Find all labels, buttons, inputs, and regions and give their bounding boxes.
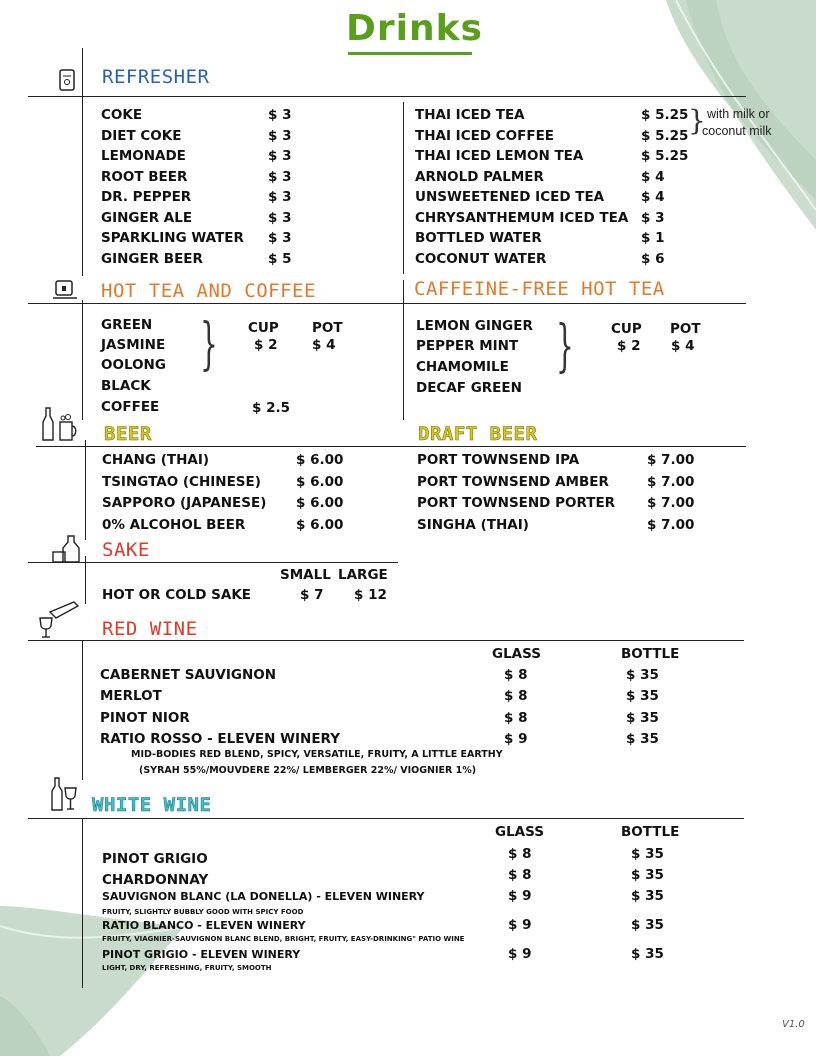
coffee-price: $ 2.5 [252,400,291,416]
white-wine-bottle-price: $ 35 [631,888,664,904]
draft-beer-price: $ 7.00 [647,452,695,468]
sake-large-label: LARGE [338,567,388,583]
white-wine-description: LIGHT, DRY, REFRESHING, FRUITY, SMOOTH [102,964,272,972]
tea-item: CHAMOMILE [416,359,509,375]
title-underline [348,52,472,55]
red-wine-bottle-label: BOTTLE [621,646,680,662]
left-vertical-rule [82,48,83,276]
beer-name: 0% ALCOHOL BEER [102,516,246,533]
red-wine-glass-price: $ 8 [504,667,528,683]
white-wine-bottle-label: BOTTLE [621,824,680,840]
white-wine-name: PINOT GRIGIO [102,851,208,867]
red-wine-bottle-price: $ 35 [626,667,659,683]
left-vertical-rule-3 [85,440,86,540]
beer-name: CHANG (THAI) [102,452,210,468]
menu-item-price: $ 3 [268,127,292,144]
hot-tea-rule [28,303,746,304]
menu-item-name: ARNOLD PALMER [415,168,544,185]
red-wine-name: PINOT NIOR [100,709,190,726]
beer-name: TSINGTAO (CHINESE) [102,473,261,490]
white-wine-name: CHARDONNAY [102,872,209,888]
white-wine-glass-price: $ 9 [508,946,532,962]
hot-tea-pot-price: $ 4 [312,337,336,353]
draft-beer-name: PORT TOWNSEND IPA [417,452,580,468]
draft-beer-name: SINGHA (THAI) [417,516,529,533]
milk-note-line1: with milk or [707,107,770,121]
teapot-icon [52,278,78,300]
menu-item-name: DIET COKE [101,127,182,144]
left-vertical-rule-4 [85,556,86,604]
center-vertical-rule [403,102,404,274]
menu-item-price: $ 3 [641,209,665,226]
wine-bottle-icon [50,776,78,812]
white-wine-bottle-price: $ 35 [631,946,664,962]
draft-beer-name: PORT TOWNSEND PORTER [417,495,616,511]
draft-beer-price: $ 7.00 [647,495,695,511]
caffeine-free-brace: } [556,314,574,379]
sake-item-name: HOT OR COLD SAKE [102,587,252,603]
menu-item-name: BOTTLED WATER [415,230,542,246]
tea-item: PEPPER MINT [416,338,519,354]
menu-item-name: THAI ICED LEMON TEA [415,148,584,164]
white-wine-name: SAUVIGNON BLANC (LA DONELLA) - ELEVEN WINERY [102,890,425,903]
tea-item: DECAF GREEN [416,380,522,396]
wine-pour-icon [36,600,82,640]
red-wine-name: MERLOT [100,688,162,705]
red-wine-rule [28,640,744,641]
menu-item-price: $ 1 [641,230,665,246]
white-wine-glass-price: $ 9 [508,917,532,933]
white-wine-glass-label: GLASS [495,824,544,840]
sake-small-label: SMALL [280,567,331,583]
red-wine-glass-price: $ 8 [504,709,528,726]
white-wine-glass-price: $ 8 [508,867,532,883]
menu-item-price: $ 5.25 [641,127,689,144]
hot-tea-heading: HOT TEA AND COFFEE [101,280,316,302]
white-wine-name: RATIO BLANCO - ELEVEN WINERY [102,919,306,932]
red-wine-bottle-price: $ 35 [626,730,659,747]
red-wine-glass-price: $ 8 [504,688,528,705]
menu-item-price: $ 3 [268,209,292,226]
red-wine-bottle-price: $ 35 [626,688,659,705]
tea-item: LEMON GINGER [416,318,533,334]
menu-item-name: CHRYSANTHEMUM ICED TEA [415,209,629,226]
menu-item-price: $ 3 [268,148,292,164]
red-wine-name: CABERNET SAUVIGNON [100,667,277,683]
page-title: Drinks [346,8,483,49]
milk-note-line2: coconut milk [702,124,772,138]
draft-beer-price: $ 7.00 [647,473,695,490]
red-wine-heading: RED WINE [102,618,198,640]
menu-item-price: $ 3 [268,230,292,246]
white-wine-description: FRUITY, VIAGNIER-SAUVIGNON BLANC BLEND, BRIGHT, FRUITY, EASY-DRINKING" PATIO WINE [102,935,465,943]
hot-tea-pot-label: POT [312,320,343,336]
beer-heading: BEER [104,423,152,445]
beer-price: $ 6.00 [296,516,344,533]
menu-item-name: UNSWEETENED ICED TEA [415,189,605,205]
hot-tea-cup-price: $ 2 [254,337,278,353]
left-vertical-rule-5 [82,640,83,780]
cup-icon [58,68,76,92]
beer-price: $ 6.00 [296,452,344,468]
refresher-heading: REFRESHER [102,66,210,88]
menu-item-name: SPARKLING WATER [101,230,244,246]
sake-icon [50,534,84,564]
white-wine-bottle-price: $ 35 [631,846,664,862]
note-brace: } [688,104,706,137]
tea-item: GREEN [101,317,153,333]
white-wine-bottle-price: $ 35 [631,867,664,883]
menu-item-name: GINGER ALE [101,209,193,226]
caffeine-pot-price: $ 4 [671,338,695,354]
red-wine-glass-label: GLASS [492,646,541,662]
sake-large-price: $ 12 [354,587,387,603]
tea-item: COFFEE [101,399,160,415]
beer-name: SAPPORO (JAPANESE) [102,495,267,511]
center-vertical-rule-2 [403,280,404,420]
menu-item-price: $ 5 [268,250,292,267]
menu-item-name: GINGER BEER [101,250,203,267]
white-wine-rule [28,818,744,819]
white-wine-name: PINOT GRIGIO - ELEVEN WINERY [102,948,301,961]
beer-bottles-icon [38,406,78,442]
menu-item-name: ROOT BEER [101,168,188,185]
white-wine-description: FRUITY, SLIGHTLY BUBBLY GOOD WITH SPICY FOOD [102,908,304,916]
red-wine-glass-price: $ 9 [504,730,528,747]
menu-item-price: $ 5.25 [641,148,689,164]
menu-item-price: $ 3 [268,168,292,185]
draft-beer-heading: DRAFT BEER [418,423,538,445]
sake-rule [28,562,398,563]
beer-price: $ 6.00 [296,495,344,511]
tea-item: JASMINE [101,337,166,353]
tea-item: BLACK [101,378,151,394]
menu-item-price: $ 4 [641,189,665,205]
menu-item-name: COKE [101,107,143,123]
beer-rule [36,446,746,447]
beer-price: $ 6.00 [296,473,344,490]
menu-item-name: THAI ICED COFFEE [415,127,555,144]
caffeine-pot-label: POT [670,321,701,337]
hot-tea-cup-label: CUP [248,320,279,336]
refresher-rule [28,96,746,97]
menu-item-price: $ 3 [268,107,292,123]
caffeine-free-heading: CAFFEINE-FREE HOT TEA [414,278,665,300]
draft-beer-name: PORT TOWNSEND AMBER [417,473,609,490]
menu-item-price: $ 5.25 [641,107,689,123]
menu-item-price: $ 6 [641,250,665,267]
sake-heading: SAKE [102,539,150,561]
red-wine-desc-1: MID-BODIES RED BLEND, SPICY, VERSATILE, FRUITY, A LITTLE EARTHY [131,749,503,760]
menu-item-name: LEMONADE [101,148,186,164]
version-label: V1.0 [782,1019,805,1030]
red-wine-bottle-price: $ 35 [626,709,659,726]
white-wine-heading: WHITE WINE [92,794,212,816]
white-wine-glass-price: $ 9 [508,888,532,904]
menu-item-name: COCONUT WATER [415,250,547,267]
red-wine-desc-2: (SYRAH 55%/MOUVDERE 22%/ LEMBERGER 22%/ VIOGNIER 1%) [139,765,477,776]
menu-item-price: $ 3 [268,189,292,205]
left-vertical-rule-2 [82,300,83,420]
white-wine-glass-price: $ 8 [508,846,532,862]
caffeine-cup-label: CUP [611,321,642,337]
white-wine-bottle-price: $ 35 [631,917,664,933]
red-wine-name: RATIO ROSSO - ELEVEN WINERY [100,730,340,747]
menu-item-price: $ 4 [641,168,665,185]
caffeine-cup-price: $ 2 [617,338,641,354]
draft-beer-price: $ 7.00 [647,516,695,533]
menu-item-name: THAI ICED TEA [415,107,525,123]
tea-item: OOLONG [101,357,166,373]
sake-small-price: $ 7 [300,587,324,603]
left-vertical-rule-6 [82,818,83,988]
hot-tea-brace: } [200,312,218,377]
menu-item-name: DR. PEPPER [101,189,192,205]
